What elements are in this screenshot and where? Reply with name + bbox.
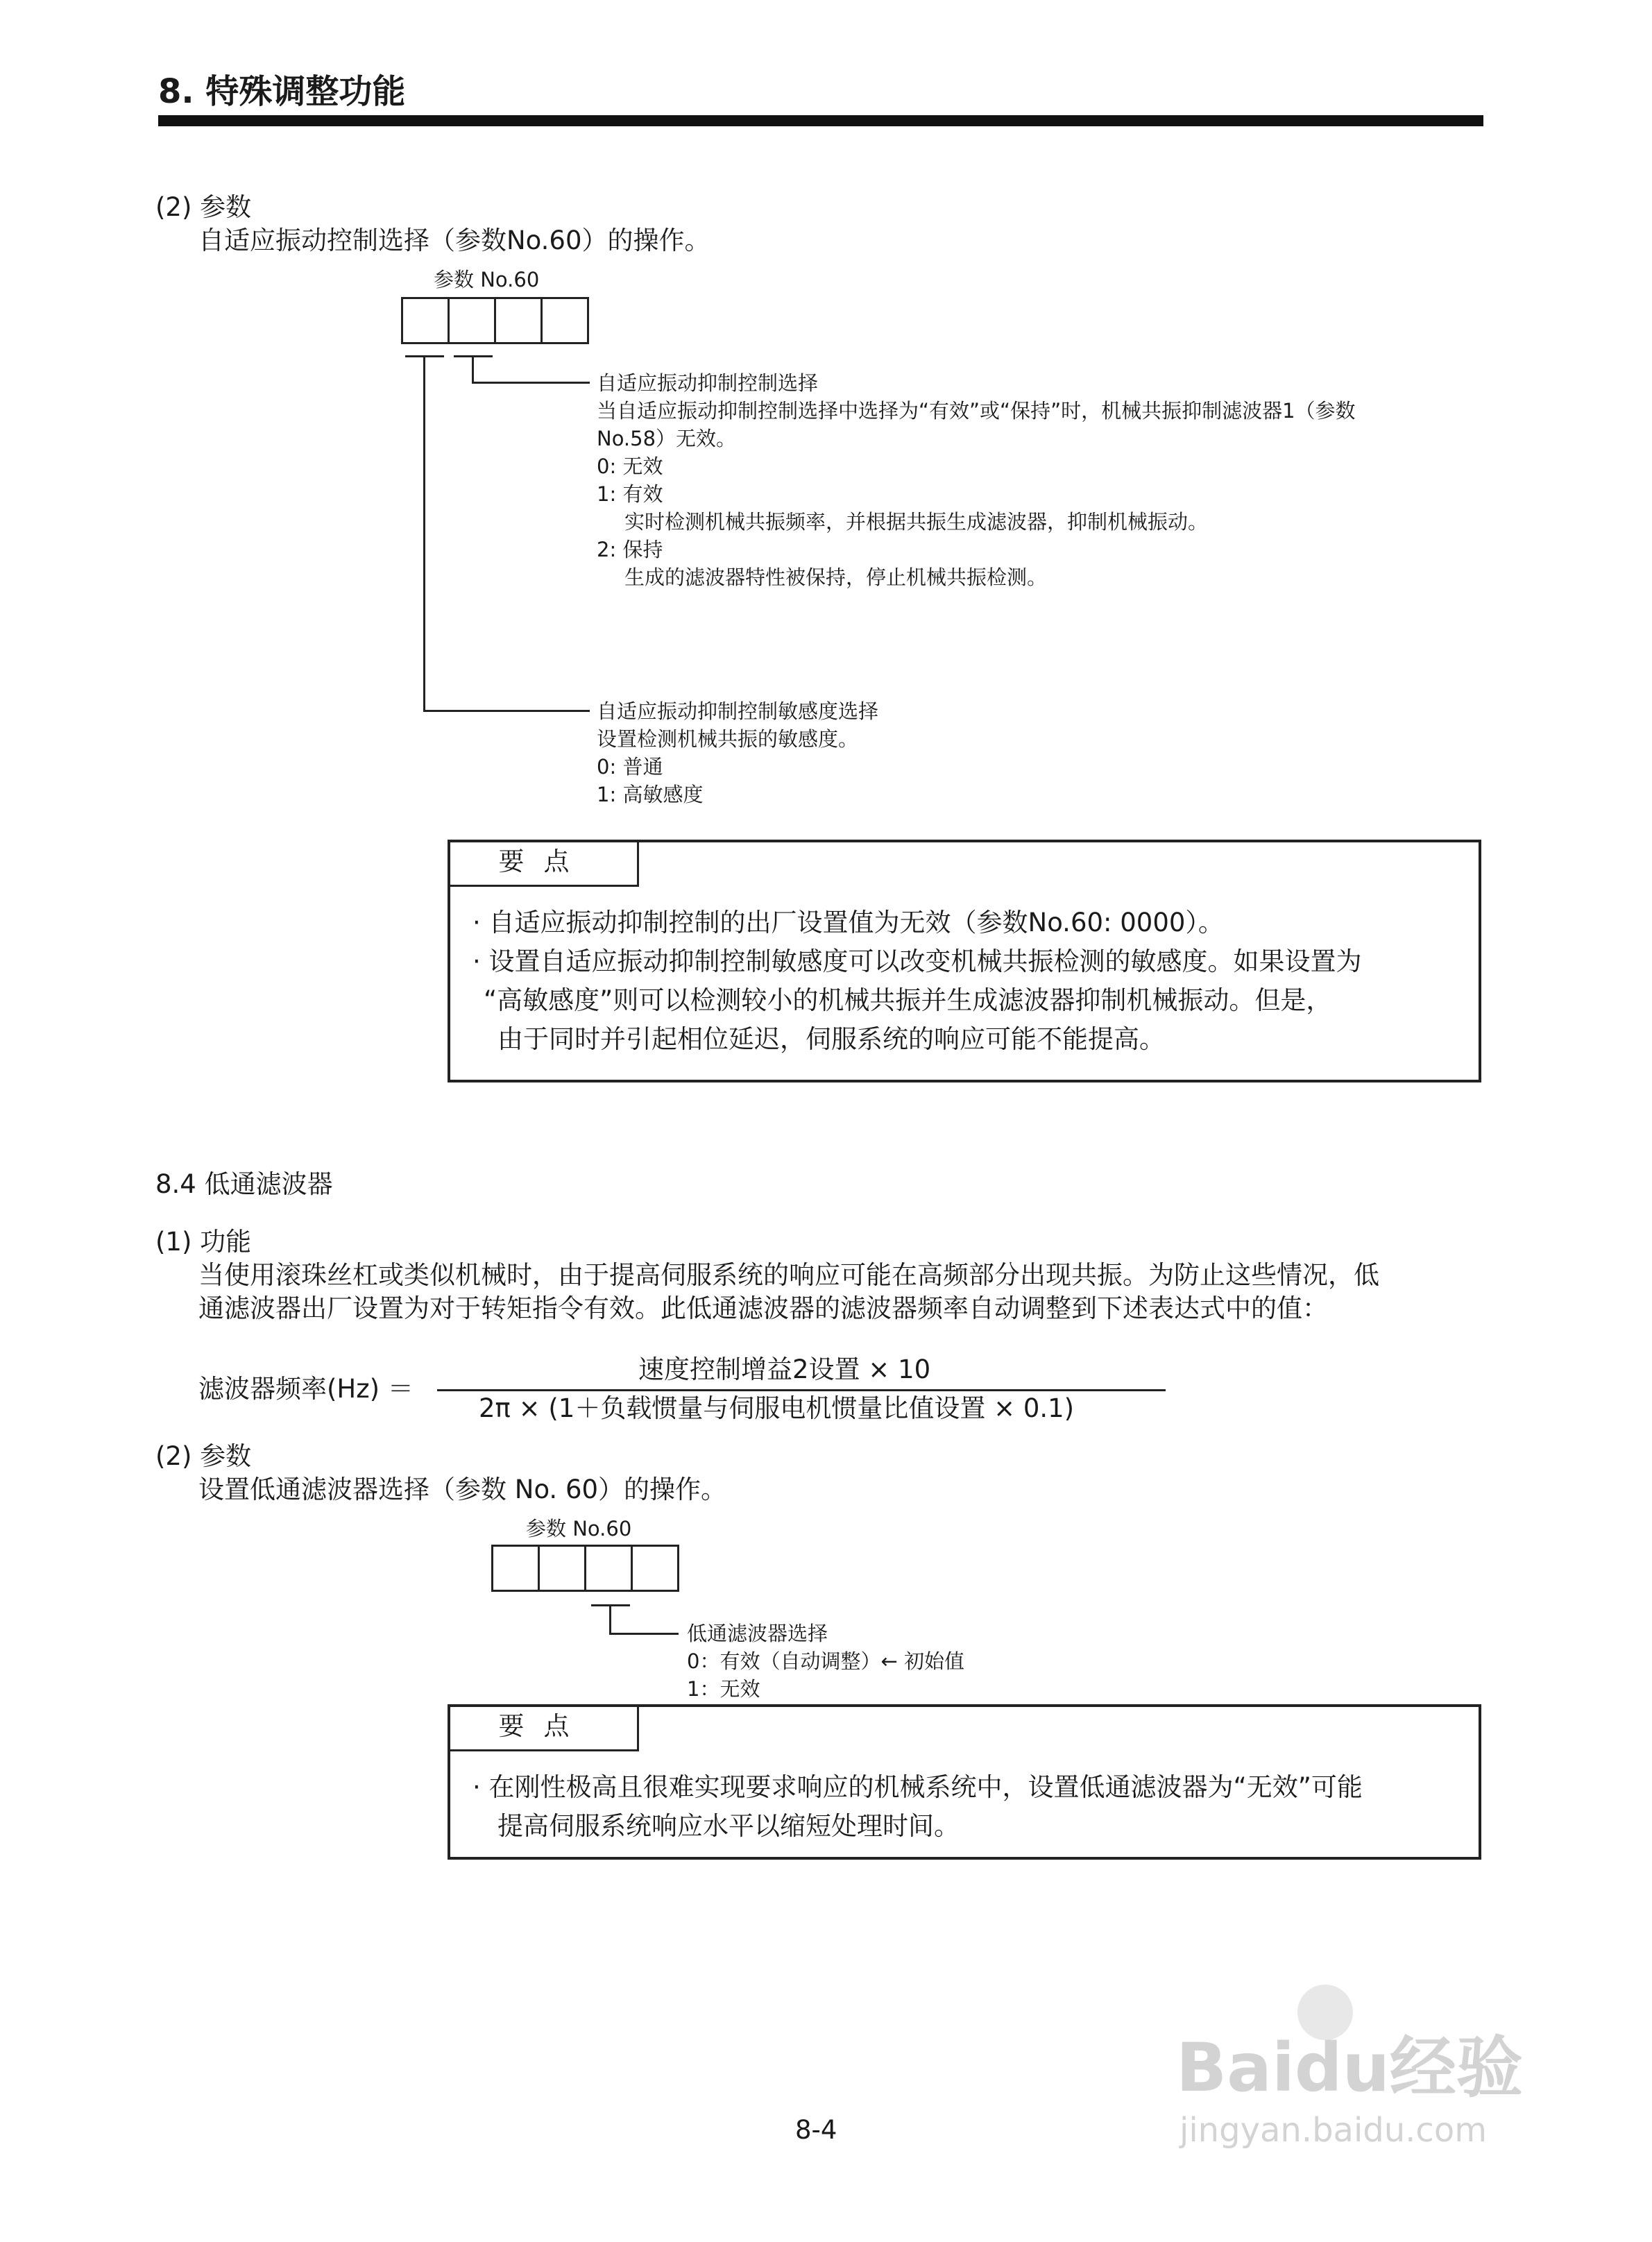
paragraph-line: 设置低通滤波器选择（参数 No. 60）的操作。 xyxy=(198,1475,727,1504)
option-0: 0: 普通 xyxy=(597,755,663,779)
param-digit-box xyxy=(494,297,543,344)
leader-horizontal xyxy=(609,1633,679,1635)
param-digit-box xyxy=(631,1545,679,1592)
option-2-desc: 生成的滤波器特性被保持，停止机械共振检测。 xyxy=(624,566,1048,589)
formula-denominator: 2π × (1＋负载惯量与伺服电机惯量比值设置 × 0.1) xyxy=(479,1393,1075,1423)
note-line: · 在刚性极高且很难实现要求响应的机械系统中，设置低通滤波器为“无效”可能 xyxy=(472,1772,1363,1802)
paragraph-line: 当使用滚珠丝杠或类似机械时，由于提高伺服系统的响应可能在高频部分出现共振。为防止这些情况，低 xyxy=(198,1260,1379,1290)
branch-desc: 设置检测机械共振的敏感度。 xyxy=(597,727,859,751)
leader-vertical xyxy=(472,355,474,384)
branch-title: 自适应振动抑制控制选择 xyxy=(597,371,819,395)
note-tab: 要点 xyxy=(450,842,639,887)
leader-horizontal xyxy=(423,710,590,712)
branch-desc: No.58）无效。 xyxy=(597,427,737,450)
param-label: 参数 No.60 xyxy=(526,1517,632,1540)
note-line: 由于同时并引起相位延迟，伺服系统的响应可能不能提高。 xyxy=(497,1024,1165,1054)
option-0: 0：有效（自动调整）← 初始值 xyxy=(687,1649,964,1673)
watermark-url: jingyan.baidu.com xyxy=(1180,2111,1487,2150)
watermark-logo: Baidu经验 xyxy=(1176,2029,1523,2107)
note-line: · 设置自适应振动抑制控制敏感度可以改变机械共振检测的敏感度。如果设置为 xyxy=(472,946,1362,976)
branch-title: 自适应振动抑制控制敏感度选择 xyxy=(597,699,879,723)
header-rule xyxy=(158,115,1483,126)
param-label: 参数 No.60 xyxy=(434,268,540,291)
option-0: 0: 无效 xyxy=(597,455,663,478)
option-1-desc: 实时检测机械共振频率，并根据共振生成滤波器，抑制机械振动。 xyxy=(624,510,1209,534)
note-line: 提高伺服系统响应水平以缩短处理时间。 xyxy=(497,1811,960,1841)
param-digit-box xyxy=(491,1545,540,1592)
note-box xyxy=(448,1704,1481,1860)
param-digit-box xyxy=(401,297,450,344)
section-heading: 8.4 低通滤波器 xyxy=(155,1169,333,1199)
branch-desc: 当自适应振动抑制控制选择中选择为“有效”或“保持”时，机械共振抑制滤波器1（参数 xyxy=(597,399,1356,423)
note-line: “高敏感度”则可以检测较小的机械共振并生成滤波器抑制机械振动。但是， xyxy=(484,985,1332,1015)
paragraph-line: 通滤波器出厂设置为对于转矩指令有效。此低通滤波器的滤波器频率自动调整到下述表达式中的值： xyxy=(198,1293,1328,1323)
section-heading-param: (2) 参数 xyxy=(155,192,252,222)
leader-vertical xyxy=(609,1604,611,1635)
param-digit-box xyxy=(584,1545,633,1592)
option-1: 1：无效 xyxy=(687,1677,760,1701)
formula-left: 滤波器频率(Hz) ＝ xyxy=(198,1374,414,1404)
fraction-bar xyxy=(437,1389,1166,1391)
subsection-heading: (1) 功能 xyxy=(155,1227,252,1257)
param-digit-box xyxy=(540,297,589,344)
page-number: 8-4 xyxy=(795,2115,837,2145)
adaptive-intro: 自适应振动控制选择（参数No.60）的操作。 xyxy=(198,226,710,255)
note-box xyxy=(448,840,1481,1082)
param-digit-box xyxy=(538,1545,586,1592)
option-1: 1: 高敏感度 xyxy=(597,783,704,806)
option-1: 1: 有效 xyxy=(597,482,663,506)
note-line: · 自适应振动抑制控制的出厂设置值为无效（参数No.60: 0000）。 xyxy=(472,908,1224,937)
note-tab: 要点 xyxy=(450,1707,639,1751)
leader-vertical xyxy=(423,355,425,712)
chapter-title: 8. 特殊调整功能 xyxy=(158,72,406,111)
subsection-heading: (2) 参数 xyxy=(155,1441,252,1471)
leader-horizontal xyxy=(472,382,590,384)
option-2: 2: 保持 xyxy=(597,538,663,561)
param-digit-box xyxy=(448,297,496,344)
branch-title: 低通滤波器选择 xyxy=(687,1622,828,1645)
formula-numerator: 速度控制增益2设置 × 10 xyxy=(638,1354,931,1384)
